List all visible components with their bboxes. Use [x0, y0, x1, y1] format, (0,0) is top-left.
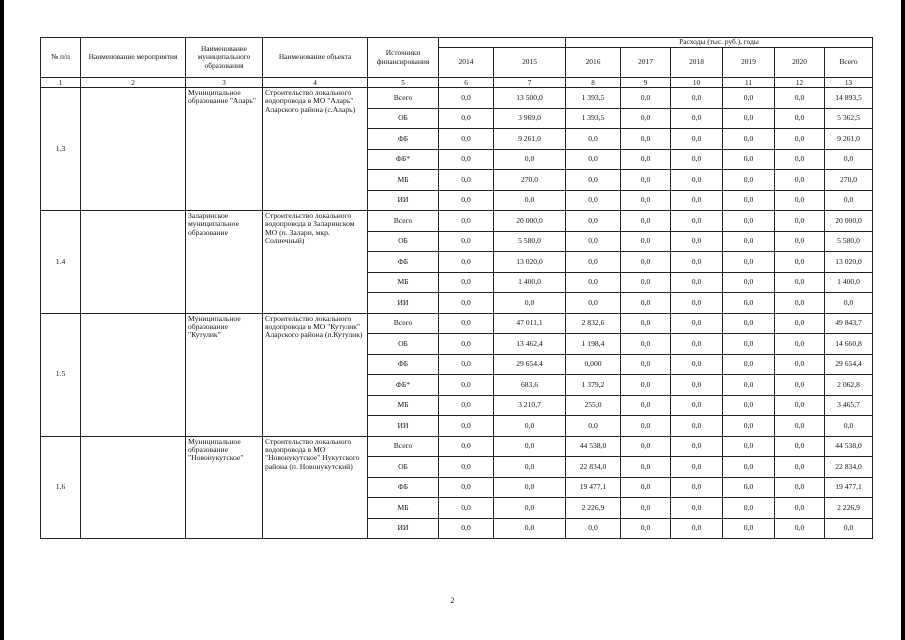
header-year: Всего [825, 48, 873, 78]
expense-value: 0,0 [723, 211, 775, 232]
expense-value: 0,0 [775, 190, 825, 211]
column-index: 11 [723, 78, 775, 88]
expense-value: 0,0 [621, 108, 671, 129]
expense-value: 0,0 [566, 129, 621, 150]
expense-value: 0,0 [566, 211, 621, 232]
expense-value: 44 538,0 [825, 436, 873, 457]
expense-value: 2 226,9 [825, 498, 873, 519]
expense-value: 0,0 [494, 293, 566, 314]
funding-source: Всего [368, 436, 439, 457]
expense-value: 0,0 [621, 518, 671, 539]
table-body [41, 88, 873, 539]
expense-value: 0,0 [723, 88, 775, 109]
funding-source: МБ [368, 170, 439, 191]
expense-value: 0,0 [621, 477, 671, 498]
expense-value: 5 580,0 [494, 231, 566, 252]
table-row [41, 88, 873, 109]
funding-source: ОБ [368, 108, 439, 129]
expense-value: 0,0 [775, 498, 825, 519]
expense-value: 0,0 [621, 436, 671, 457]
expense-value: 0,0 [566, 149, 621, 170]
event-name [81, 313, 186, 436]
expense-value: 13 020,0 [825, 252, 873, 273]
expense-value: 0,0 [671, 211, 723, 232]
expense-value: 0,0 [723, 313, 775, 334]
expense-value: 19 477,1 [825, 477, 873, 498]
expense-value: 0,0 [671, 518, 723, 539]
expense-value: 0,0 [621, 88, 671, 109]
expense-value: 0,0 [621, 498, 671, 519]
column-index: 8 [566, 78, 621, 88]
expense-value: 0,0 [621, 129, 671, 150]
expense-value: 0,0 [566, 231, 621, 252]
expense-value: 0,0 [439, 170, 494, 191]
funding-source: ИИ [368, 416, 439, 437]
header-expenses-title: Расходы (тыс. руб.), годы [566, 38, 873, 48]
header-year: 2020 [775, 48, 825, 78]
expense-value: 0,0 [439, 231, 494, 252]
expense-value: 0,0 [775, 272, 825, 293]
expense-value: 0,0 [671, 477, 723, 498]
expense-value: 22 834,0 [825, 457, 873, 478]
expense-value: 0,0 [439, 354, 494, 375]
header-index-row [41, 78, 873, 88]
expense-value: 0,0 [439, 395, 494, 416]
funding-source: Всего [368, 211, 439, 232]
funding-source: ФБ [368, 129, 439, 150]
expense-value: 0,0 [439, 416, 494, 437]
event-name [81, 211, 186, 314]
expense-value: 0,0 [723, 293, 775, 314]
expense-value: 0,0 [775, 293, 825, 314]
header-num: № п/п [41, 38, 81, 78]
expense-value: 0,0 [439, 252, 494, 273]
funding-source: Всего [368, 88, 439, 109]
expense-value: 0,0 [723, 477, 775, 498]
expense-value: 0,0 [723, 149, 775, 170]
table-row [41, 313, 873, 334]
expense-value: 0,0 [621, 149, 671, 170]
expense-value: 683,6 [494, 375, 566, 396]
expense-value: 0,0 [621, 252, 671, 273]
expense-value: 3 465,7 [825, 395, 873, 416]
expense-value: 0,0 [723, 436, 775, 457]
expense-value: 29 654,4 [494, 354, 566, 375]
expense-value: 0,0 [566, 252, 621, 273]
header-year: 2019 [723, 48, 775, 78]
expense-value: 13 462,4 [494, 334, 566, 355]
expense-value: 0,0 [494, 498, 566, 519]
expense-value: 0,0 [621, 395, 671, 416]
municipality-name: Заларинское муниципальное образование [186, 211, 263, 314]
expense-value: 0,0 [494, 190, 566, 211]
expense-value: 1 198,4 [566, 334, 621, 355]
expense-value: 0,0 [825, 518, 873, 539]
expense-value: 0,0 [671, 129, 723, 150]
expense-value: 0,0 [775, 334, 825, 355]
expense-value: 0,0 [621, 272, 671, 293]
funding-source: МБ [368, 498, 439, 519]
expense-value: 1 379,2 [566, 375, 621, 396]
header-year: 2017 [621, 48, 671, 78]
header-source: Источники финансирования [368, 38, 439, 78]
header-year: 2016 [566, 48, 621, 78]
expense-value: 0,0 [671, 170, 723, 191]
expense-value: 0,0 [775, 170, 825, 191]
expense-value: 0,0 [439, 211, 494, 232]
funding-source: ОБ [368, 334, 439, 355]
expense-value: 1 400,0 [825, 272, 873, 293]
header-event: Наименование мероприятия [81, 38, 186, 78]
expense-value: 2 226,9 [566, 498, 621, 519]
expense-value: 0,0 [775, 149, 825, 170]
document-sheet [40, 37, 872, 539]
expense-value: 255,0 [566, 395, 621, 416]
expense-value: 0,0 [671, 498, 723, 519]
expense-value: 5 362,5 [825, 108, 873, 129]
expense-value: 0,0 [723, 108, 775, 129]
expense-value: 1 393,5 [566, 88, 621, 109]
column-index: 6 [439, 78, 494, 88]
expense-value: 0,0 [439, 293, 494, 314]
expense-value: 0,0 [825, 149, 873, 170]
column-index: 4 [263, 78, 368, 88]
expense-value: 0,0 [723, 518, 775, 539]
expense-value: 0,0 [566, 518, 621, 539]
column-index: 7 [494, 78, 566, 88]
expense-value: 0,0 [439, 457, 494, 478]
expense-value: 0,0 [671, 231, 723, 252]
expense-value: 0,0 [723, 395, 775, 416]
expense-value: 0,0 [671, 375, 723, 396]
object-name: Строительство локального водопровода в МО "Аларь" Аларского района (с.Аларь) [263, 88, 368, 211]
expense-value: 0,0 [439, 375, 494, 396]
expense-value: 0,0 [494, 518, 566, 539]
expense-value: 0,0 [621, 334, 671, 355]
expense-value: 1 393,5 [566, 108, 621, 129]
expense-value: 0,0 [494, 457, 566, 478]
municipality-name: Муниципальное образование "Новонукутское" [186, 436, 263, 539]
page-number: 2 [450, 596, 455, 605]
table-header [41, 38, 873, 88]
scan-edge-left [0, 0, 4, 640]
expense-value: 0,0 [671, 108, 723, 129]
expense-value: 0,0 [566, 272, 621, 293]
funding-source: ОБ [368, 231, 439, 252]
funding-source: ФБ [368, 477, 439, 498]
funding-source: МБ [368, 272, 439, 293]
funding-source: МБ [368, 395, 439, 416]
expense-value: 0,0 [671, 149, 723, 170]
expense-value: 9 261,0 [825, 129, 873, 150]
expense-value: 0,0 [825, 416, 873, 437]
expense-value: 0,0 [775, 252, 825, 273]
expense-value: 0,0 [775, 354, 825, 375]
expense-value: 0,0 [566, 293, 621, 314]
expense-value: 0,000 [566, 354, 621, 375]
expense-value: 0,0 [621, 170, 671, 191]
expense-value: 0,0 [621, 190, 671, 211]
funding-source: Всего [368, 313, 439, 334]
object-name: Строительство локального водопровода в МО "Новонукутское" Нукутского района (п. Новонукутский) [263, 436, 368, 539]
expense-value: 0,0 [494, 149, 566, 170]
expense-value: 0,0 [621, 375, 671, 396]
municipality-name: Муниципальное образование "Кутулик" [186, 313, 263, 436]
header-year: 2018 [671, 48, 723, 78]
expense-value: 0,0 [775, 416, 825, 437]
expense-value: 0,0 [671, 313, 723, 334]
expense-value: 0,0 [439, 88, 494, 109]
expense-value: 14 893,5 [825, 88, 873, 109]
header-municipality: Наименование муниципального образования [186, 38, 263, 78]
expense-value: 0,0 [723, 375, 775, 396]
expense-value: 0,0 [566, 170, 621, 191]
expense-value: 0,0 [671, 416, 723, 437]
expense-value: 0,0 [775, 88, 825, 109]
funding-source: ОБ [368, 457, 439, 478]
expense-value: 270,0 [825, 170, 873, 191]
expense-value: 0,0 [723, 354, 775, 375]
expense-value: 270,0 [494, 170, 566, 191]
expense-value: 13 500,0 [494, 88, 566, 109]
expense-value: 2 832,6 [566, 313, 621, 334]
funding-source: ФБ [368, 354, 439, 375]
expense-value: 0,0 [775, 108, 825, 129]
expense-value: 22 834,0 [566, 457, 621, 478]
expense-value: 0,0 [621, 293, 671, 314]
expense-value: 0,0 [671, 190, 723, 211]
municipality-name: Муниципальное образование "Аларь" [186, 88, 263, 211]
header-blank [439, 38, 566, 48]
expense-value: 0,0 [723, 457, 775, 478]
expense-value: 0,0 [825, 293, 873, 314]
expense-value: 0,0 [775, 211, 825, 232]
expense-value: 0,0 [439, 272, 494, 293]
expense-value: 0,0 [671, 293, 723, 314]
column-index: 12 [775, 78, 825, 88]
funding-source: ФБ [368, 252, 439, 273]
expense-value: 0,0 [775, 518, 825, 539]
expense-value: 0,0 [775, 477, 825, 498]
expense-value: 44 538,0 [566, 436, 621, 457]
header-year: 2015 [494, 48, 566, 78]
table-row [41, 211, 873, 232]
funding-source: ФБ* [368, 149, 439, 170]
expense-value: 0,0 [723, 252, 775, 273]
expense-value: 0,0 [775, 375, 825, 396]
expense-value: 0,0 [775, 457, 825, 478]
expense-value: 20 000,0 [825, 211, 873, 232]
expense-value: 0,0 [621, 457, 671, 478]
expense-value: 0,0 [723, 129, 775, 150]
expense-value: 3 210,7 [494, 395, 566, 416]
expense-value: 0,0 [671, 88, 723, 109]
expense-value: 20 000,0 [494, 211, 566, 232]
column-index: 9 [621, 78, 671, 88]
expense-value: 0,0 [775, 395, 825, 416]
expense-value: 0,0 [775, 436, 825, 457]
column-index: 5 [368, 78, 439, 88]
item-number: 1.5 [41, 313, 81, 436]
expense-value: 0,0 [671, 354, 723, 375]
event-name [81, 436, 186, 539]
expense-value: 29 654,4 [825, 354, 873, 375]
expense-value: 0,0 [775, 231, 825, 252]
expense-value: 0,0 [723, 272, 775, 293]
header-year: 2014 [439, 48, 494, 78]
expense-value: 19 477,1 [566, 477, 621, 498]
column-index: 2 [81, 78, 186, 88]
expense-value: 0,0 [439, 129, 494, 150]
expense-value: 0,0 [775, 313, 825, 334]
expense-value: 0,0 [439, 108, 494, 129]
item-number: 1.6 [41, 436, 81, 539]
header-object: Наименование объекта [263, 38, 368, 78]
expense-value: 9 261,0 [494, 129, 566, 150]
expense-value: 0,0 [825, 190, 873, 211]
table-row [41, 436, 873, 457]
funding-source: ИИ [368, 293, 439, 314]
expense-value: 3 969,0 [494, 108, 566, 129]
expense-value: 0,0 [723, 416, 775, 437]
expense-value: 14 660,8 [825, 334, 873, 355]
expense-value: 0,0 [621, 231, 671, 252]
object-name: Строительство локального водопровода в Заларинском МО (п. Залари, мкр. Солнечный) [263, 211, 368, 314]
expense-value: 2 062,8 [825, 375, 873, 396]
funding-source: ИИ [368, 190, 439, 211]
expense-value: 0,0 [621, 354, 671, 375]
expense-value: 0,0 [566, 416, 621, 437]
funding-source: ФБ* [368, 375, 439, 396]
expense-value: 0,0 [566, 190, 621, 211]
column-index: 3 [186, 78, 263, 88]
expense-value: 0,0 [494, 416, 566, 437]
expense-value: 0,0 [723, 170, 775, 191]
expense-value: 0,0 [439, 518, 494, 539]
expense-value: 0,0 [621, 211, 671, 232]
expense-value: 0,0 [439, 477, 494, 498]
event-name [81, 88, 186, 211]
expense-value: 0,0 [439, 313, 494, 334]
expense-value: 0,0 [671, 334, 723, 355]
object-name: Строительство локального водопровода в МО "Кутулик" Аларского района (п.Кутулик) [263, 313, 368, 436]
expense-value: 0,0 [671, 457, 723, 478]
column-index: 10 [671, 78, 723, 88]
expense-value: 1 400,0 [494, 272, 566, 293]
expense-value: 0,0 [439, 334, 494, 355]
expense-value: 5 580,0 [825, 231, 873, 252]
funding-source: ИИ [368, 518, 439, 539]
expense-value: 0,0 [723, 231, 775, 252]
expense-value: 0,0 [671, 436, 723, 457]
column-index: 13 [825, 78, 873, 88]
expense-value: 0,0 [671, 272, 723, 293]
expense-value: 0,0 [439, 190, 494, 211]
expense-value: 0,0 [439, 436, 494, 457]
expense-value: 0,0 [494, 436, 566, 457]
item-number: 1.4 [41, 211, 81, 314]
expense-value: 0,0 [621, 416, 671, 437]
expense-value: 0,0 [439, 149, 494, 170]
expense-value: 0,0 [671, 252, 723, 273]
item-number: 1.3 [41, 88, 81, 211]
expense-value: 13 020,0 [494, 252, 566, 273]
scan-edge-right [901, 0, 905, 640]
expense-value: 0,0 [775, 129, 825, 150]
expense-value: 0,0 [723, 334, 775, 355]
column-index: 1 [41, 78, 81, 88]
expense-value: 0,0 [494, 477, 566, 498]
expense-value: 0,0 [723, 190, 775, 211]
expenses-table [40, 37, 873, 539]
expense-value: 0,0 [671, 395, 723, 416]
expense-value: 0,0 [723, 498, 775, 519]
expense-value: 49 843,7 [825, 313, 873, 334]
expense-value: 47 011,1 [494, 313, 566, 334]
expense-value: 0,0 [621, 313, 671, 334]
expense-value: 0,0 [439, 498, 494, 519]
